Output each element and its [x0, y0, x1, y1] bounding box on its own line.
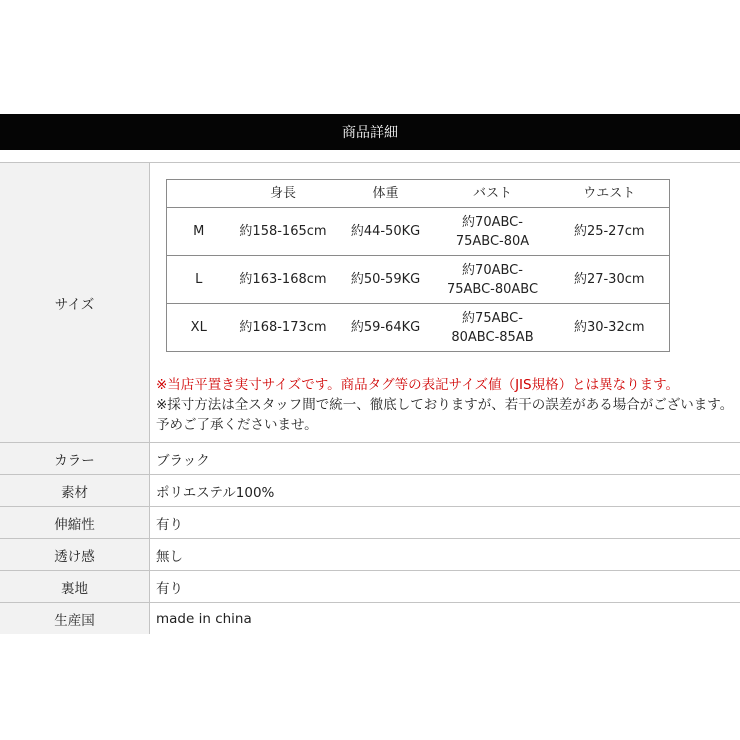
spec-label-stretch: 伸縮性: [0, 507, 150, 539]
bust-line-1: 約70ABC-: [462, 262, 523, 278]
size-chart-cell-size: XL: [167, 304, 231, 352]
spec-value-lining: 有り: [150, 571, 740, 603]
spec-label-lining: 裏地: [0, 571, 150, 603]
size-chart-cell-waist: 約30-32cm: [550, 304, 670, 352]
spec-value-color: ブラック: [150, 443, 740, 475]
product-details-header: [0, 114, 740, 150]
spec-row-lining: [0, 571, 740, 603]
spec-value-stretch: 有り: [150, 507, 740, 539]
size-chart-cell-waist: 約25-27cm: [550, 208, 670, 256]
size-chart-cell-height: 約158-165cm: [231, 208, 336, 256]
bust-line-2: 75ABC-80ABC: [446, 281, 539, 297]
size-note-warning: ※当店平置き実寸サイズです。商品タグ等の表記サイズ値（JIS規格）とは異なります。: [156, 377, 680, 393]
spec-row-origin: [0, 603, 740, 635]
size-chart-row-l: [167, 256, 670, 304]
size-chart-row-xl: [167, 304, 670, 352]
size-chart-cell-bust: [436, 256, 550, 304]
spec-value-origin: made in china: [150, 603, 740, 635]
size-chart-header-size: [167, 180, 231, 208]
size-chart-cell-weight: 約59-64KG: [336, 304, 436, 352]
size-chart-cell-size: L: [167, 256, 231, 304]
size-chart-cell-bust: [436, 304, 550, 352]
bust-line-1: 約70ABC-: [462, 214, 523, 230]
size-chart-header-weight: 体重: [372, 186, 399, 201]
size-chart-header-row: [167, 180, 670, 208]
spec-row-size: [0, 163, 740, 443]
spec-row-material: [0, 475, 740, 507]
size-chart-table: [166, 179, 670, 352]
bust-line-2: 75ABC-80A: [455, 233, 530, 249]
spec-value-size: [150, 163, 740, 443]
spec-label-material: 素材: [0, 475, 150, 507]
spec-row-color: [0, 443, 740, 475]
spec-row-sheerness: [0, 539, 740, 571]
size-chart-cell-weight: 約44-50KG: [336, 208, 436, 256]
size-chart-header-bust: バスト: [472, 186, 512, 201]
bust-line-2: 80ABC-85AB: [451, 329, 534, 345]
product-spec-table: [0, 162, 740, 634]
spec-label-size: サイズ: [0, 163, 150, 443]
spec-label-origin: 生産国: [0, 603, 150, 635]
size-note-measurement: ※採寸方法は全スタッフ間で統一、徹底しておりますが、若干の誤差がある場合がございます。予めご了承くださいませ。: [156, 397, 734, 433]
spec-value-sheerness: 無し: [150, 539, 740, 571]
spec-row-stretch: [0, 507, 740, 539]
spec-value-material: ポリエステル100%: [150, 475, 740, 507]
header-title: 商品詳細: [342, 125, 398, 141]
size-chart-cell-size: M: [167, 208, 231, 256]
bust-line-1: 約75ABC-: [462, 310, 523, 326]
size-chart-row-m: [167, 208, 670, 256]
size-chart-header-waist: ウエスト: [583, 186, 636, 201]
spec-label-sheerness: 透け感: [0, 539, 150, 571]
size-chart-cell-weight: 約50-59KG: [336, 256, 436, 304]
size-chart-header-height: 身長: [269, 186, 296, 201]
size-chart-cell-bust: [436, 208, 550, 256]
spec-label-color: カラー: [0, 443, 150, 475]
size-chart-cell-height: 約168-173cm: [231, 304, 336, 352]
size-notes: [156, 375, 740, 435]
size-chart-cell-waist: 約27-30cm: [550, 256, 670, 304]
size-chart-cell-height: 約163-168cm: [231, 256, 336, 304]
